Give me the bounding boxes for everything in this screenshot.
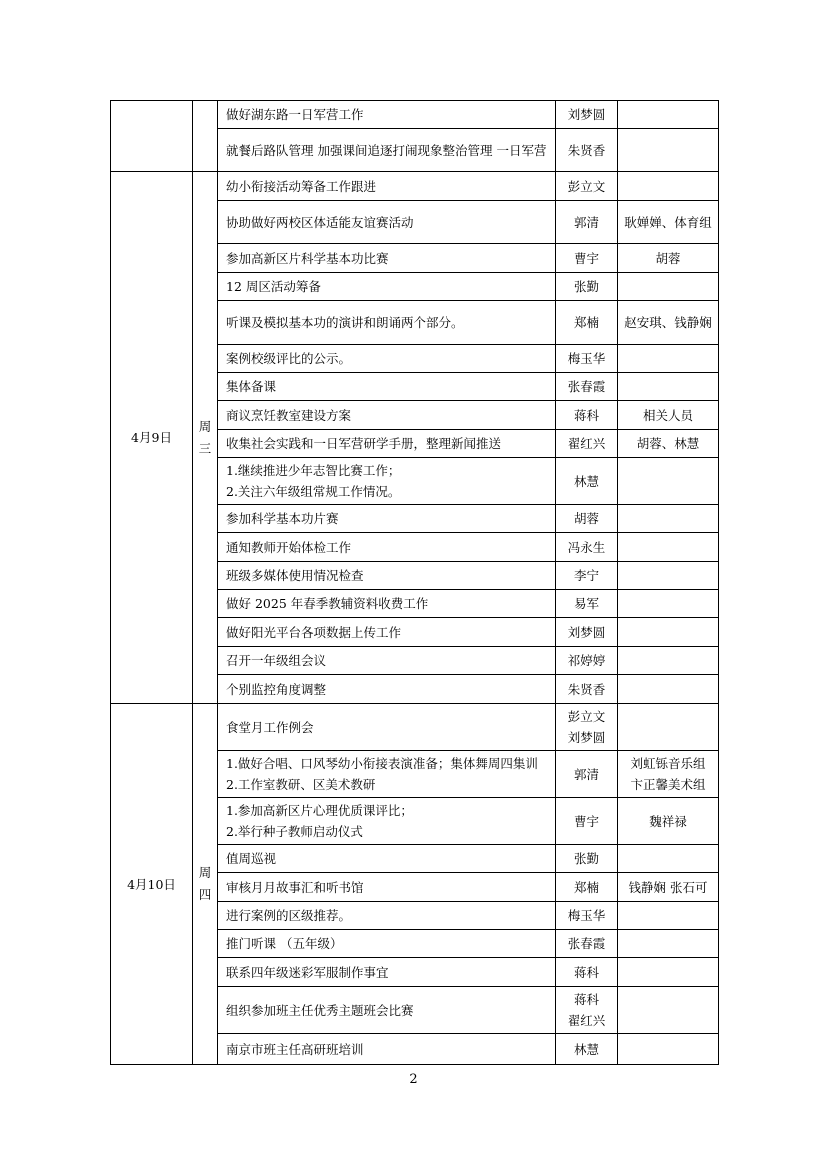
others-cell	[618, 675, 719, 704]
task-cell: 听课及模拟基本功的演讲和朗诵两个部分。	[218, 301, 556, 345]
person-cell: 冯永生	[556, 533, 618, 562]
others-cell: 相关人员	[618, 401, 719, 430]
task-cell: 个别监控角度调整	[218, 675, 556, 704]
others-cell	[618, 618, 719, 647]
person-cell: 郑楠	[556, 301, 618, 345]
table-row	[111, 172, 719, 201]
person-cell: 梅玉华	[556, 902, 618, 930]
others-cell: 胡蓉、林慧	[618, 430, 719, 458]
person-cell: 蒋科	[556, 958, 618, 987]
task-cell: 进行案例的区级推荐。	[218, 902, 556, 930]
task-cell: 班级多媒体使用情况检查	[218, 562, 556, 590]
task-cell: 值周巡视	[218, 845, 556, 873]
person-cell: 林慧	[556, 458, 618, 505]
schedule-table	[110, 100, 719, 1065]
task-cell: 商议烹饪教室建设方案	[218, 401, 556, 430]
others-cell: 耿婵婵、体育组	[618, 201, 719, 244]
others-cell: 钱静娴 张石可	[618, 873, 719, 902]
others-cell: 胡蓉	[618, 244, 719, 273]
others-cell	[618, 129, 719, 172]
task-cell: 协助做好两校区体适能友谊赛活动	[218, 201, 556, 244]
task-cell: 12 周区活动筹备	[218, 273, 556, 301]
others-cell	[618, 987, 719, 1034]
others-cell	[618, 1034, 719, 1065]
table-row	[111, 101, 719, 129]
others-cell: 刘虹铄音乐组 卞正馨美术组	[618, 751, 719, 798]
others-cell	[618, 273, 719, 301]
person-cell: 蒋科 翟红兴	[556, 987, 618, 1034]
table-row	[111, 704, 719, 751]
weekday-cell	[193, 172, 218, 704]
others-cell	[618, 704, 719, 751]
others-cell	[618, 533, 719, 562]
person-cell: 张勤	[556, 273, 618, 301]
task-cell: 审核月月故事汇和听书馆	[218, 873, 556, 902]
person-cell: 曹宇	[556, 798, 618, 845]
weekday-cell	[193, 704, 218, 1065]
others-cell	[618, 562, 719, 590]
person-cell: 蒋科	[556, 401, 618, 430]
task-cell: 通知教师开始体检工作	[218, 533, 556, 562]
task-cell: 做好 2025 年春季教辅资料收费工作	[218, 590, 556, 618]
task-cell: 做好湖东路一日军营工作	[218, 101, 556, 129]
person-cell: 林慧	[556, 1034, 618, 1065]
person-cell: 易军	[556, 590, 618, 618]
task-cell: 集体备课	[218, 373, 556, 401]
weekday-cell	[193, 101, 218, 172]
person-cell: 张春霞	[556, 373, 618, 401]
task-cell: 1.继续推进少年志智比赛工作； 2.关注六年级组常规工作情况。	[218, 458, 556, 505]
task-cell: 联系四年级迷彩军服制作事宜	[218, 958, 556, 987]
others-cell	[618, 505, 719, 533]
task-cell: 1.做好合唱、口风琴幼小衔接表演准备；集体舞周四集训 2.工作室教研、区美术教研	[218, 751, 556, 798]
person-cell: 彭立文	[556, 172, 618, 201]
person-cell: 郭清	[556, 751, 618, 798]
others-cell	[618, 647, 719, 675]
task-cell: 收集社会实践和一日军营研学手册，整理新闻推送	[218, 430, 556, 458]
person-cell: 郭清	[556, 201, 618, 244]
person-cell: 郑楠	[556, 873, 618, 902]
task-cell: 参加高新区片科学基本功比赛	[218, 244, 556, 273]
others-cell	[618, 590, 719, 618]
task-cell: 就餐后路队管理 加强课间追逐打闹现象整治管理 一日军营	[218, 129, 556, 172]
others-cell: 魏祥禄	[618, 798, 719, 845]
person-cell: 朱贤香	[556, 675, 618, 704]
others-cell	[618, 958, 719, 987]
task-cell: 推门听课 （五年级）	[218, 930, 556, 958]
others-cell	[618, 930, 719, 958]
person-cell: 曹宇	[556, 244, 618, 273]
task-cell: 参加科学基本功片赛	[218, 505, 556, 533]
page-number: 2	[409, 1072, 418, 1087]
others-cell	[618, 845, 719, 873]
person-cell: 张勤	[556, 845, 618, 873]
schedule-body	[111, 101, 719, 1065]
person-cell: 胡蓉	[556, 505, 618, 533]
others-cell: 赵安琪、钱静娴	[618, 301, 719, 345]
person-cell: 刘梦圆	[556, 101, 618, 129]
person-cell: 彭立文 刘梦圆	[556, 704, 618, 751]
weekday-label: 周四	[198, 865, 212, 902]
task-cell: 案例校级评比的公示。	[218, 345, 556, 373]
task-cell: 南京市班主任高研班培训	[218, 1034, 556, 1065]
others-cell	[618, 458, 719, 505]
others-cell	[618, 373, 719, 401]
others-cell	[618, 345, 719, 373]
person-cell: 李宁	[556, 562, 618, 590]
date-cell	[111, 101, 193, 172]
person-cell: 朱贤香	[556, 129, 618, 172]
task-cell: 幼小衔接活动筹备工作跟进	[218, 172, 556, 201]
task-cell: 组织参加班主任优秀主题班会比赛	[218, 987, 556, 1034]
task-cell: 食堂月工作例会	[218, 704, 556, 751]
date-cell: 4月10日	[111, 704, 193, 1065]
person-cell: 祁婷婷	[556, 647, 618, 675]
others-cell	[618, 101, 719, 129]
date-cell: 4月9日	[111, 172, 193, 704]
others-cell	[618, 172, 719, 201]
person-cell: 张春霞	[556, 930, 618, 958]
task-cell: 1.参加高新区片心理优质课评比； 2.举行种子教师启动仪式	[218, 798, 556, 845]
task-cell: 召开一年级组会议	[218, 647, 556, 675]
others-cell	[618, 902, 719, 930]
person-cell: 刘梦圆	[556, 618, 618, 647]
weekday-label: 周三	[198, 418, 212, 456]
task-cell: 做好阳光平台各项数据上传工作	[218, 618, 556, 647]
person-cell: 翟红兴	[556, 430, 618, 458]
person-cell: 梅玉华	[556, 345, 618, 373]
